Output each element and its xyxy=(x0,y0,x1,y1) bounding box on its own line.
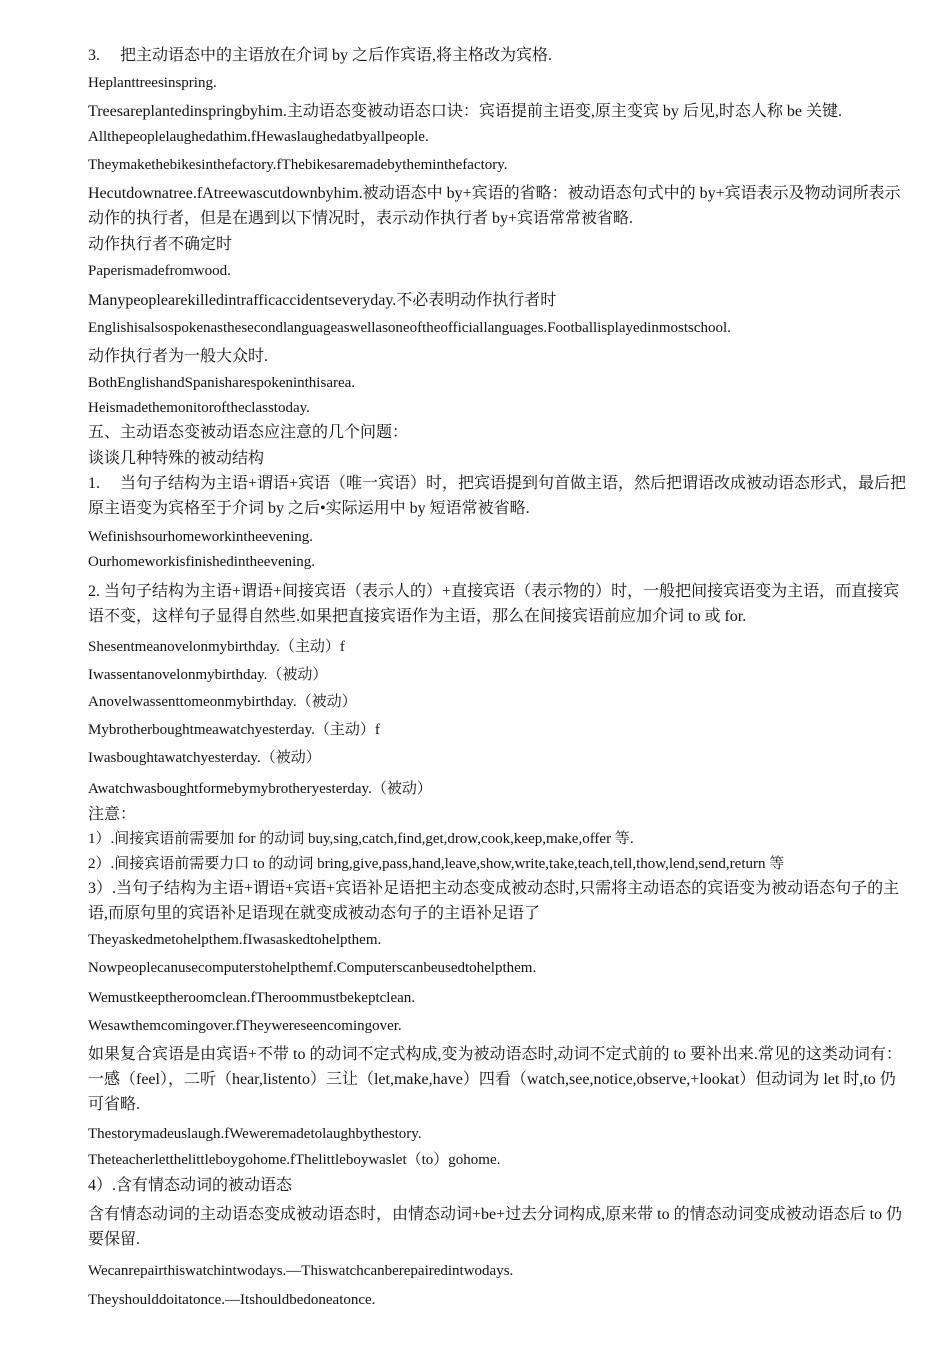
text-line: 1. 当句子结构为主语+谓语+宾语（唯一宾语）时，把宾语提到句首做主语，然后把谓语改成被动语态形式，最后把原主语变为宾格至于介词 by 之后•实际运用中 by 短语常被省略. xyxy=(88,475,907,517)
subheading: 谈谈几种特殊的被动结构 xyxy=(88,450,265,467)
text-line: Ourhomeworkisfinishedintheevening. xyxy=(88,554,316,570)
text-line: 含有情态动词的主动语态变成被动语态时，由情态动词+be+过去分词构成,原来带 to 的情态动词变成被动语态后 to 仍要保留. xyxy=(88,1206,903,1248)
text-line: 如果复合宾语是由宾语+不带 to 的动词不定式构成,变为被动语态时,动词不定式前的 to 要补出来.常见的这类动词有：一感（feel），二听（hear,listento）三让（let,make,have）四看（watch,see,notice,observe,+lookat）但动词为 let 时,to 仍可省略. xyxy=(88,1046,902,1113)
text-line: Iwassentanovelonmybirthday.（被动） xyxy=(88,667,328,683)
text-line: Wecanrepairthiswatchintwodays.—Thiswatchcanberepairedintwodays. xyxy=(88,1263,514,1279)
text-line: Englishisalsospokenasthesecondlanguageaswellasoneoftheofficiallanguages.Footballisplayedinmostschool. xyxy=(88,320,731,336)
text-line: 动作执行者不确定时 xyxy=(88,236,233,253)
text-line: Thestorymadeuslaugh.fWeweremadetolaughbythestory. xyxy=(88,1126,422,1142)
text-line: 1）.间接宾语前需要加 for 的动词 buy,sing,catch,find,get,drow,cook,keep,make,offer 等. xyxy=(88,831,634,847)
text-line: Heismadethemonitoroftheclasstoday. xyxy=(88,400,310,416)
text-line: 注意： xyxy=(88,806,137,823)
text-line: Nowpeoplecanusecomputerstohelpthemf.Computerscanbeusedtohelpthem. xyxy=(88,960,537,976)
text-line: 2. 当句子结构为主语+谓语+间接宾语（表示人的）+直接宾语（表示物的）时，一般把间接宾语变为主语，而直接宾语不变，这样句子显得自然些.如果把直接宾语作为主语，那么在间接宾语前应加介词 to 或 for. xyxy=(88,583,900,625)
text-line: 3）.当句子结构为主语+谓语+宾语+宾语补足语把主动态变成被动态时,只需将主动语态的宾语变为被动语态句子的主语,而原句里的宾语补足语现在就变成被动态句子的主语补足语了 xyxy=(88,880,900,922)
text-line: Heplanttreesinspring. xyxy=(88,75,217,91)
text-line: Treesareplantedinspringbyhim.主动语态变被动语态口诀：宾语提前主语变,原主变宾 by 后见,时态人称 be 关键. xyxy=(88,103,843,120)
text-line: Awatchwasboughtformebymybrotheryesterday.（被动） xyxy=(88,781,432,797)
text-line: Anovelwassenttomeonmybirthday.（被动） xyxy=(88,694,357,710)
text-line: Wesawthemcomingover.fTheywereseencomingover. xyxy=(88,1018,402,1034)
text-line: BothEnglishandSpanisharespokeninthisarea. xyxy=(88,375,356,391)
text-line: Theymakethebikesinthefactory.fThebikesaremadebytheminthefactory. xyxy=(88,157,508,173)
text-line: Theyshoulddoitatonce.—Itshouldbedoneatonce. xyxy=(88,1292,376,1308)
text-line: 2）.间接宾语前需要力口 to 的动词 bring,give,pass,hand,leave,show,write,take,teach,tell,thow,lend,send,return 等 xyxy=(88,856,785,872)
text-line: 动作执行者为一般大众时. xyxy=(88,348,269,365)
text-line: Manypeoplearekilledintrafficaccidentseveryday.不必表明动作执行者时 xyxy=(88,292,557,309)
text-line: Mybrotherboughtmeawatchyesterday.（主动）f xyxy=(88,722,380,738)
text-line: Theyaskedmetohelpthem.fIwasaskedtohelpthem. xyxy=(88,932,382,948)
text-line: Paperismadefromwood. xyxy=(88,263,231,279)
text-line: Hecutdownatree.fAtreewascutdownbyhim.被动语态中 by+宾语的省略：被动语态句式中的 by+宾语表示及物动词所表示动作的执行者，但是在遇到以下情况时，表示动作执行者 by+宾语常常被省略. xyxy=(88,185,901,227)
text-line: Shesentmeanovelonmybirthday.（主动）f xyxy=(88,639,345,655)
text-line: 4）.含有情态动词的被动语态 xyxy=(88,1177,293,1194)
text-line: Allthepeoplelaughedathim.fHewaslaughedatbyallpeople. xyxy=(88,129,429,145)
text-line: Wemustkeeptheroomclean.fTheroommustbekeptclean. xyxy=(88,990,416,1006)
text-line: Theteacherletthelittleboygohome.fThelittleboywaslet（to）gohome. xyxy=(88,1152,501,1168)
text-line: Iwasboughtawatchyesterday.（被动） xyxy=(88,750,321,766)
text-line: Wefinishsourhomeworkintheevening. xyxy=(88,529,313,545)
section-heading: 五、主动语态变被动语态应注意的几个问题： xyxy=(88,424,409,441)
text-line: 3. 把主动语态中的主语放在介词 by 之后作宾语,将主格改为宾格. xyxy=(88,47,553,64)
